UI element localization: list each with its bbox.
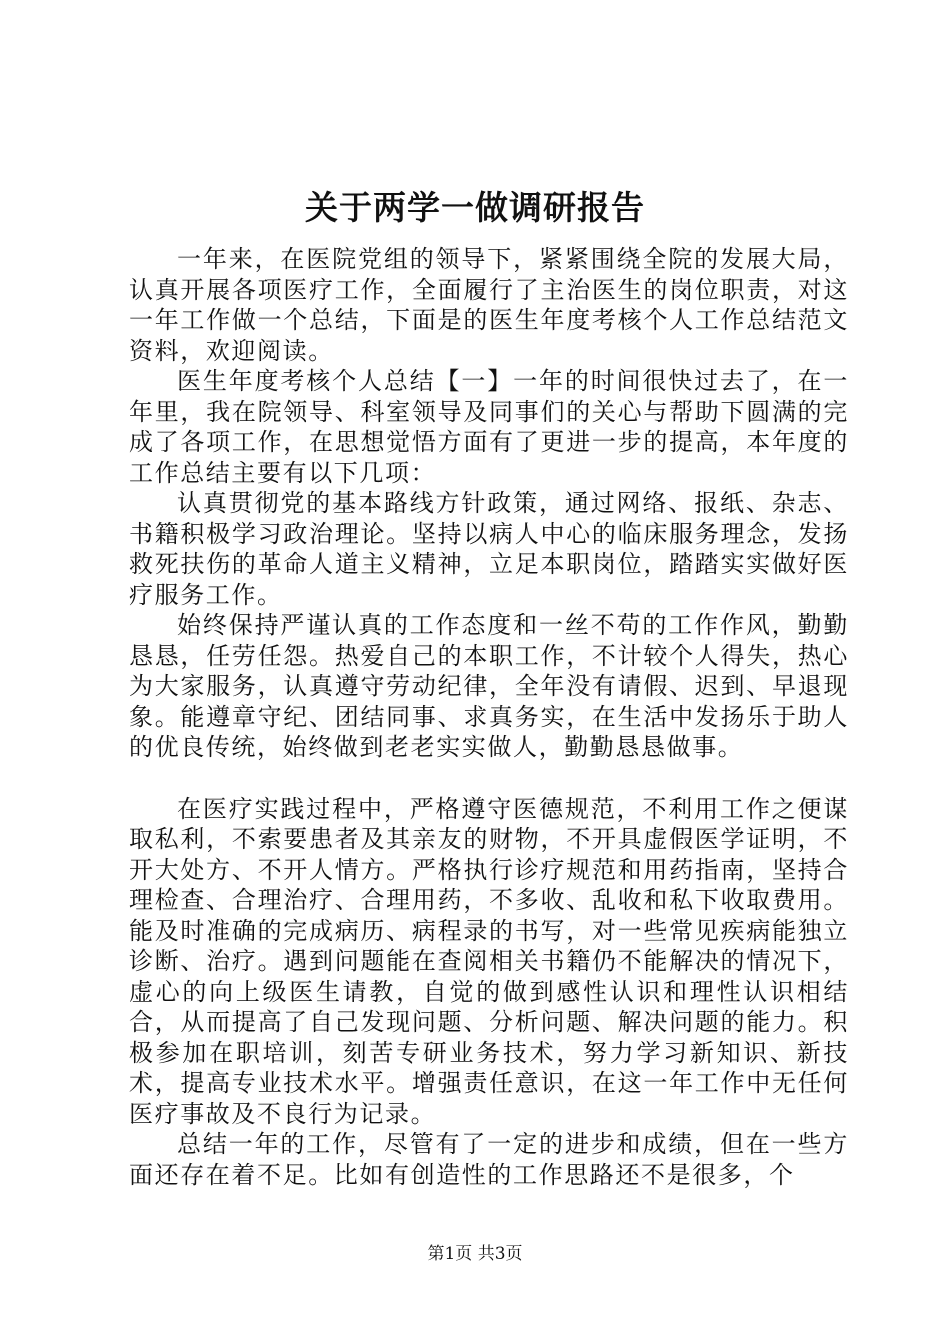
- paragraph-political-study: 认真贯彻党的基本路线方针政策，通过网络、报纸、杂志、书籍积极学习政治理论。坚持以病人中心的临床服务理念，发扬救死扶伤的革命人道主义精神，立足本职岗位，踏踏实实做好医疗服务工作。: [129, 489, 849, 609]
- paragraph-conclusion: 总结一年的工作，尽管有了一定的进步和成绩，但在一些方面还存在着不足。比如有创造性的工作思路还不是很多，个: [129, 1130, 849, 1189]
- document-body: [129, 244, 849, 1190]
- paragraph-medical-practice: 在医疗实践过程中，严格遵守医德规范，不利用工作之便谋取私利，不索要患者及其亲友的财物，不开具虚假医学证明，不开大处方、不开人情方。严格执行诊疗规范和用药指南，坚持合理检查、合理治疗、合理用药，不多收、乱收和私下收取费用。能及时准确的完成病历、病程录的书写，对一些常见疾病能独立诊断、治疗。遇到问题能在查阅相关书籍仍不能解决的情况下，虚心的向上级医生请教，自觉的做到感性认识和理性认识相结合，从而提高了自己发现问题、分析问题、解决问题的能力。积极参加在职培训，刻苦专研业务技术，努力学习新知识、新技术，提高专业技术水平。增强责任意识，在这一年工作中无任何医疗事故及不良行为记录。: [129, 794, 849, 1128]
- paragraph-summary-one: 医生年度考核个人总结【一】一年的时间很快过去了，在一年里，我在院领导、科室领导及同事们的关心与帮助下圆满的完成了各项工作，在思想觉悟方面有了更进一步的提高，本年度的工作总结主要有以下几项：: [129, 367, 849, 487]
- document-title: 关于两学一做调研报告: [305, 188, 645, 227]
- page-indicator: 第1页 共3页: [427, 1244, 523, 1264]
- paragraph-intro: 一年来，在医院党组的领导下，紧紧围绕全院的发展大局，认真开展各项医疗工作，全面履行了主治医生的岗位职责，对这一年工作做一个总结，下面是的医生年度考核个人工作总结范文资料，欢迎阅读。: [129, 245, 849, 365]
- paragraph-work-attitude: 始终保持严谨认真的工作态度和一丝不苟的工作作风，勤勤恳恳，任劳任怨。热爱自己的本职工作，不计较个人得失，热心为大家服务，认真遵守劳动纪律，全年没有请假、迟到、早退现象。能遵章守纪、团结同事、求真务实，在生活中发扬乐于助人的优良传统，始终做到老老实实做人，勤勤恳恳做事。: [129, 611, 849, 761]
